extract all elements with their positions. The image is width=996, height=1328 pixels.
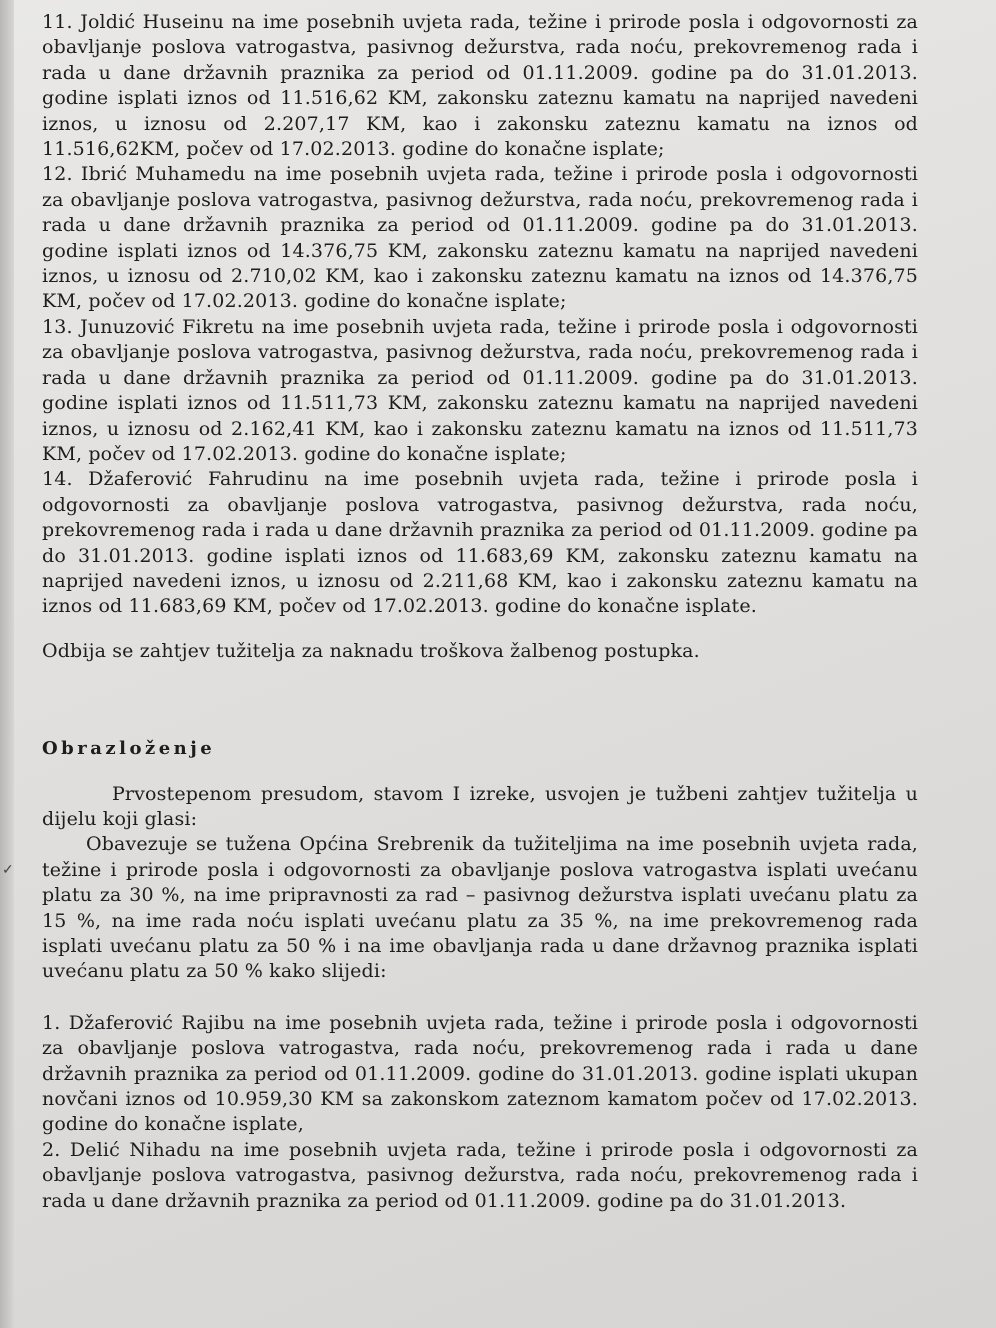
paragraph-gap: [42, 985, 918, 1011]
section-heading: Obrazloženje: [42, 738, 216, 760]
list-item: 11. Joldić Huseinu na ime posebnih uvjeta rada, težine i prirode posla i odgovornosti za obavljanje poslova vatrogastva, pasivnog dežurstva, rada noću, prekovremenog rada i rada u dane državnih praznika za period od 01.11.2009. godine pa do 31.01.2013. godine isplati iznos od 11.516,62 KM, zakonsku zateznu kamatu na naprijed navedeni iznos, u iznosu od 2.207,17 KM, kao i zakonsku zateznu kamatu na iznos od 11.516,62KM, počev od 17.02.2013. godine do konačne isplate;: [42, 11, 918, 161]
list-item: 14. Džaferović Fahrudinu na ime posebnih uvjeta rada, težine i prirode posla i odgovornosti za obavljanje poslova vatrogastva, pasivnog dežurstva, rada noću, prekovremenog rada i rada u dane državnih praznika za period od 01.11.2009. godine pa do 31.01.2013. godine isplati iznos od 11.683,69 KM, zakonsku zateznu kamatu na naprijed navedeni iznos, u iznosu od 2.211,68 KM, kao i zakonsku zateznu kamatu na iznos od 11.683,69 KM, počev od 17.02.2013. godine do konačne isplate.: [42, 468, 918, 618]
page-binding-shadow: [0, 0, 14, 1328]
list-item: 1. Džaferović Rajibu na ime posebnih uvjeta rada, težine i prirode posla i odgovornosti za obavljanje poslova vatrogastva, rada noću, prekovremenog rada i rada u dane državnih praznika za period od 01.11.2009. godine do 31.01.2013. godine isplati ukupan novčani iznos od 10.959,30 KM sa zakonskom zateznom kamatom počev od 17.02.2013. godine do konačne isplate,: [42, 1011, 918, 1136]
reasoning-paragraph: Obavezuje se tužena Općina Srebrenik da tužiteljima na ime posebnih uvjeta rada, težine i prirode posla i odgovornosti za obavljanje poslova vatrogastva isplati uvećanu platu za 30 %, na ime pripravnosti za rad – pasivnog dežurstva isplati uvećanu platu za 15 %, na ime rada noću isplati uvećanu platu za 35 %, na ime prekovremenog rada isplati uvećanu platu za 50 % i na ime obavljanja rada u dane državnog praznika isplati uvećanu platu za 50 % kako slijedi:: [42, 833, 918, 983]
list-item: 13. Junuzović Fikretu na ime posebnih uvjeta rada, težine i prirode posla i odgovornosti za obavljanje poslova vatrogastva, pasivnog dežurstva, rada noću, prekovremenog rada i rada u dane državnih praznika za period od 01.11.2009. godine pa do 31.01.2013. godine isplati iznos od 11.511,73 KM, zakonsku zateznu kamatu na naprijed navedeni iznos, u iznosu od 2.162,41 KM, kao i zakonsku zateznu kamatu na iznos od 11.511,73 KM, počev od 17.02.2013. godine do konačne isplate;: [42, 315, 918, 465]
reasoning-paragraph: Prvostepenom presudom, stavom I izreke, usvojen je tužbeni zahtjev tužitelja u dijelu koji glasi:: [42, 782, 918, 830]
list-item: 2. Delić Nihadu na ime posebnih uvjeta rada, težine i prirode posla i odgovornosti za obavljanje poslova vatrogastva, pasivnog dežurstva, rada noću, prekovremenog rada i rada u dane državnih praznika za period od 01.11.2009. godine pa do 31.01.2013.: [42, 1138, 918, 1212]
document-body: [42, 10, 918, 1214]
margin-mark: ✓: [2, 862, 14, 878]
rejection-statement: Odbija se zahtjev tužitelja za naknadu troškova žalbenog postupka.: [42, 639, 700, 662]
list-item: 12. Ibrić Muhamedu na ime posebnih uvjeta rada, težine i prirode posla i odgovornosti za obavljanje poslova vatrogastva, pasivnog dežurstva, rada noću, prekovremenog rada i rada u dane državnih praznika za period od 01.11.2009. godine pa do 31.01.2013. godine isplati iznos od 14.376,75 KM, zakonsku zateznu kamatu na naprijed navedeni iznos, u iznosu od 2.710,02 KM, kao i zakonsku zateznu kamatu na iznos od 14.376,75 KM, počev od 17.02.2013. godine do konačne isplate;: [42, 163, 918, 313]
